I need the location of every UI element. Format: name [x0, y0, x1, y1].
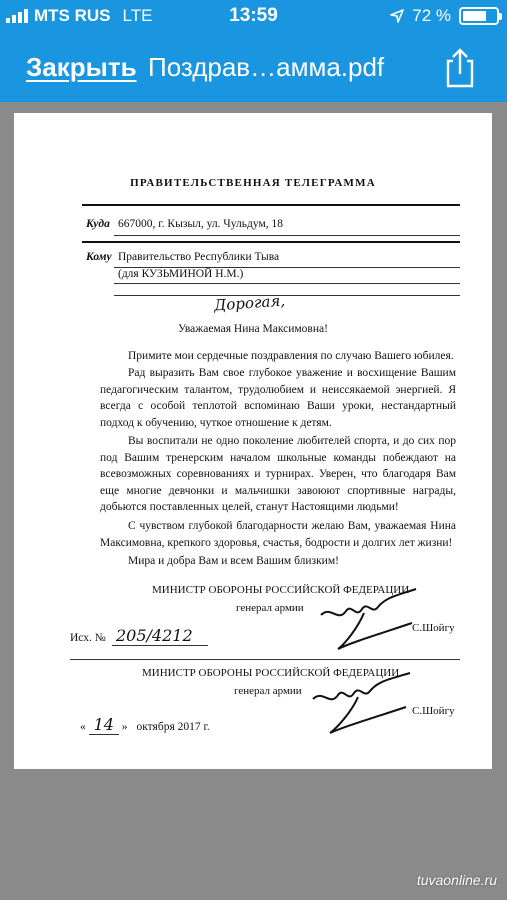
status-time: 13:59 — [229, 5, 278, 26]
paragraph-2: Рад выразить Вам свое глубокое уважение и восхищение Вашим педагогическим талантом, трудолюбием и неиссякаемой энергией. Я всегда с особой теплотой вспоминаю Ваши уроки, нестандартный подход к обучению, чуткое отношение к детям. — [100, 367, 456, 429]
battery-icon — [459, 7, 499, 25]
date-rest: октября 2017 г. — [136, 721, 210, 733]
ref-number: 205/4212 — [116, 626, 193, 645]
signature-2-rank: генерал армии — [234, 685, 302, 697]
ref-line — [112, 645, 208, 646]
to-rule — [82, 241, 460, 243]
close-button[interactable]: Закрыть — [26, 52, 137, 82]
battery-percent: 72 % — [412, 6, 451, 25]
nav-bar — [0, 36, 507, 102]
divider-line — [70, 659, 460, 660]
greeting: Уважаемая Нина Максимовна! — [178, 323, 328, 335]
to-label: Куда — [86, 218, 110, 230]
signature-2-scribble — [308, 665, 420, 737]
watermark: tuvaonline.ru — [416, 872, 497, 888]
signature-2-title: МИНИСТР ОБОРОНЫ РОССИЙСКОЙ ФЕДЕРАЦИИ — [142, 667, 400, 679]
signature-1-title: МИНИСТР ОБОРОНЫ РОССИЙСКОЙ ФЕДЕРАЦИИ — [152, 584, 410, 596]
whom-value-2: (для КУЗЬМИНОЙ Н.М.) — [118, 268, 244, 280]
whom-value-1: Правительство Республики Тыва — [118, 251, 280, 263]
date-day: 14 — [89, 715, 119, 735]
to-value: 667000, г. Кызыл, ул. Чульдум, 18 — [118, 218, 283, 230]
battery-fill — [463, 11, 486, 21]
handwritten-note: Дорогая, — [213, 291, 286, 315]
status-bar — [0, 0, 507, 36]
whom-label: Кому — [86, 251, 112, 263]
date-close-quote: » — [121, 721, 128, 733]
to-line — [114, 235, 460, 236]
signature-1-rank: генерал армии — [236, 602, 304, 614]
telegram-heading: ПРАВИТЕЛЬСТВЕННАЯ ТЕЛЕГРАММА — [130, 177, 376, 189]
signature-1-scribble — [316, 583, 426, 653]
document-title: Поздрав…амма.pdf — [148, 52, 385, 82]
whom-line-3 — [114, 295, 460, 296]
paragraph-3: Вы воспитали не одно поколение любителей спорта, и до сих пор под Вашим тренерским началом школьные команды побеждают на всевозможных соревнованиях и турнирах. Уверен, что благодаря Вам еще многие девчонки и мальчишки завоюют спортивные награды, добьются поставленных целей, станут Настоящими людьми! — [100, 435, 456, 513]
ref-label: Исх. № — [70, 632, 106, 644]
network-label: LTE — [122, 6, 153, 25]
date-line — [80, 715, 210, 735]
share-icon[interactable] — [440, 46, 480, 90]
carrier-label: MTS RUS — [34, 6, 111, 25]
pdf-page[interactable] — [14, 113, 492, 769]
paragraph-4: С чувством глубокой благодарности желаю Вам, уважаемая Нина Максимовна, крепкого здоровья, счастья, бодрости и долгих лет жизни! — [100, 520, 456, 549]
whom-line-2 — [114, 283, 460, 284]
paragraph-1: Примите мои сердечные поздравления по случаю Вашего юбилея. — [128, 350, 454, 362]
signature-1-name: С.Шойгу — [412, 622, 455, 634]
date-open-quote: « — [80, 721, 86, 733]
location-arrow-icon — [390, 9, 404, 23]
signature-2-name: С.Шойгу — [412, 705, 455, 717]
heading-rule — [82, 204, 460, 206]
status-right — [390, 6, 499, 26]
paragraph-5: Мира и добра Вам и всем Вашим близким! — [128, 555, 339, 567]
